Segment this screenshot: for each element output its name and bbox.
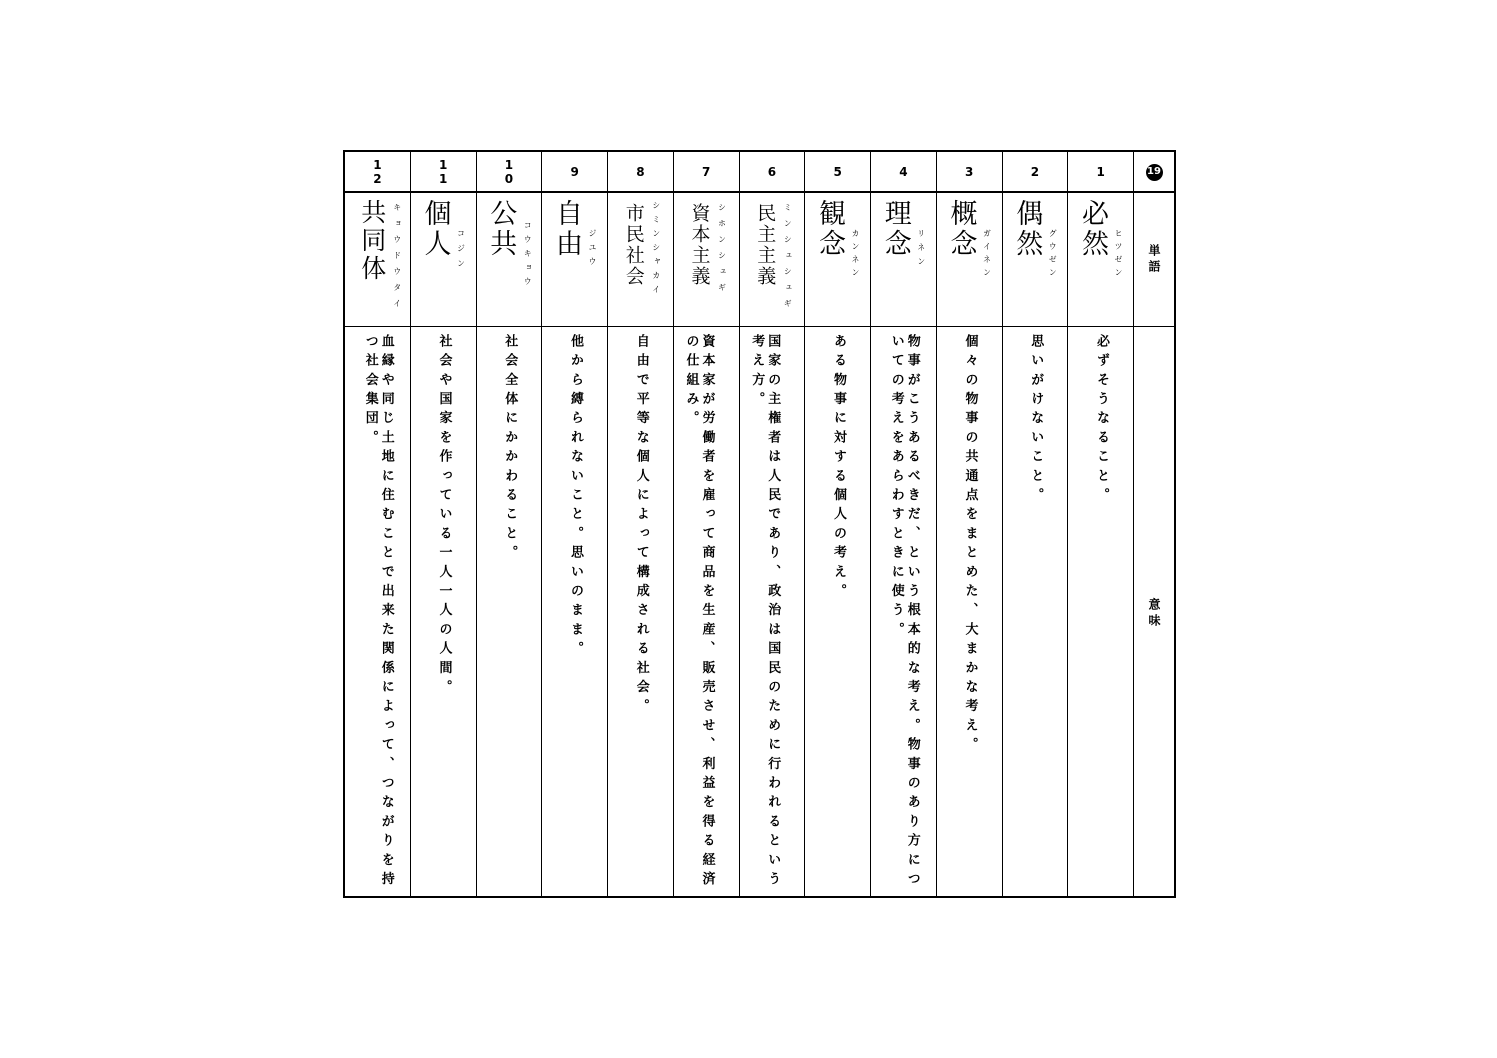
entry-meaning: 社会や国家を作っている一人一人の人間。	[436, 334, 452, 699]
entry-reading: コウキョウ	[523, 221, 533, 291]
entry-meaning: ある物事に対する個人の考え。	[831, 334, 846, 603]
entry-column	[411, 152, 477, 896]
entry-number-cell	[345, 152, 410, 192]
entry-number-cell	[477, 152, 542, 192]
entry-reading: ミンシュシュギ	[783, 203, 793, 315]
entry-meaning: 個々の物事の共通点をまとめた、大まかな考え。	[962, 334, 978, 757]
entry-number: 10	[501, 158, 516, 186]
entry-word-cell	[345, 193, 410, 327]
entry-meaning-cell	[674, 328, 739, 896]
entry-column	[542, 152, 608, 896]
row-divider-words	[345, 326, 1174, 327]
entry-column	[477, 152, 543, 896]
entry-meaning-cell	[608, 328, 673, 896]
entry-number: 8	[636, 165, 645, 179]
entry-word: 資本主義	[688, 203, 711, 287]
entry-meaning-cell	[345, 328, 410, 896]
entry-column	[805, 152, 871, 896]
entry-reading: ヒツゼン	[1114, 229, 1123, 281]
entry-word: 観念	[814, 199, 845, 259]
entry-number-cell	[871, 152, 936, 192]
entry-word: 概念	[945, 199, 977, 259]
entry-meaning: 社会全体にかかわること。	[502, 334, 518, 565]
entry-column	[937, 152, 1003, 896]
entry-word-cell	[937, 193, 1002, 327]
entry-number-cell	[1003, 152, 1068, 192]
entry-number: 7	[701, 165, 711, 179]
entry-meaning-cell	[477, 328, 542, 896]
entry-word: 自由	[551, 199, 582, 259]
entry-number: 1	[1096, 165, 1105, 179]
entry-number-cell	[937, 152, 1002, 192]
entry-word: 偶然	[1011, 199, 1043, 259]
entry-meaning-cell	[937, 328, 1002, 896]
entry-meaning: 他から縛られないこと。思いのまま。	[568, 334, 583, 661]
section-number-cell	[1134, 152, 1174, 192]
entry-word-cell	[411, 193, 476, 327]
entry-meaning-cell	[805, 328, 870, 896]
entry-word-cell	[871, 193, 936, 327]
entry-meaning-cell	[1068, 328, 1133, 896]
entry-word: 理念	[879, 199, 911, 259]
entry-reading: グウゼン	[1048, 229, 1058, 281]
header-word-label: 単語	[1147, 244, 1161, 276]
header-word-cell	[1134, 193, 1174, 327]
entry-meaning: 思いがけないこと。	[1028, 334, 1044, 507]
entry-number-cell	[411, 152, 476, 192]
entry-reading: ジユウ	[588, 229, 597, 271]
entry-word: 市民社会	[622, 203, 645, 287]
section-number-badge: 19	[1146, 164, 1163, 181]
header-column	[1134, 152, 1174, 896]
entry-reading: シホンシュギ	[717, 203, 727, 299]
entry-number-cell	[542, 152, 607, 192]
entry-meaning: 血縁や同じ土地に住むことで出来た関係によって、つながりを持つ社会集団。	[362, 334, 394, 891]
entry-word: 民主主義	[754, 203, 777, 287]
entry-reading: ガイネン	[982, 229, 992, 281]
entry-reading: キョウドウタイ	[392, 203, 402, 315]
header-meaning-cell	[1134, 328, 1174, 896]
entry-column	[674, 152, 740, 896]
entry-number: 6	[767, 165, 777, 179]
entry-reading: シミンシャカイ	[651, 201, 661, 299]
entry-meaning-cell	[871, 328, 936, 896]
entry-reading: コジン	[456, 229, 466, 274]
entry-number: 5	[833, 165, 842, 179]
entry-word: 個人	[419, 199, 451, 259]
entry-column	[345, 152, 411, 896]
entry-number: 12	[370, 158, 385, 186]
entry-column	[871, 152, 937, 896]
entry-number-cell	[608, 152, 673, 192]
entry-number-cell	[740, 152, 805, 192]
entry-meaning: 国家の主権者は人民であり、政治は国民のために行われるという考え方。	[749, 334, 781, 891]
entry-word-cell	[805, 193, 870, 327]
entry-reading: カンネン	[851, 229, 860, 281]
entry-meaning-cell	[411, 328, 476, 896]
entry-word-cell	[542, 193, 607, 327]
entry-word-cell	[1003, 193, 1068, 327]
entry-number-cell	[674, 152, 739, 192]
header-meaning-label: 意味	[1147, 598, 1161, 630]
entry-number-cell	[1068, 152, 1133, 192]
entry-meaning: 自由で平等な個人によって構成される社会。	[633, 334, 649, 718]
entry-reading: リネン	[916, 229, 926, 271]
entry-meaning: 資本家が労働者を雇って商品を生産、販売させ、利益を得る経済の仕組み。	[683, 334, 715, 891]
entry-word-cell	[740, 193, 805, 327]
entry-number: 9	[570, 165, 579, 179]
entry-meaning-cell	[542, 328, 607, 896]
entry-meaning: 必ずそうなること。	[1094, 334, 1109, 507]
entry-word: 必然	[1077, 199, 1108, 259]
entry-number: 11	[436, 158, 451, 186]
entry-column	[608, 152, 674, 896]
entry-number-cell	[805, 152, 870, 192]
entry-word: 公共	[485, 199, 517, 259]
entry-column	[740, 152, 806, 896]
entry-number: 2	[1030, 165, 1040, 179]
entry-meaning-cell	[1003, 328, 1068, 896]
entry-column	[1068, 152, 1134, 896]
entry-meaning-cell	[740, 328, 805, 896]
entry-word-cell	[1068, 193, 1133, 327]
row-divider-numbers	[345, 191, 1174, 193]
entry-number: 3	[964, 165, 974, 179]
entry-number: 4	[899, 165, 908, 179]
entry-word-cell	[608, 193, 673, 327]
entry-column	[1003, 152, 1069, 896]
entry-meaning: 物事がこうあるべきだ、という根本的な考え。物事のあり方についての考えをあらわすときに使う。	[888, 334, 920, 891]
entry-word: 共同体	[357, 199, 387, 283]
entry-word-cell	[674, 193, 739, 327]
vocabulary-table	[343, 150, 1176, 898]
entry-word-cell	[477, 193, 542, 327]
